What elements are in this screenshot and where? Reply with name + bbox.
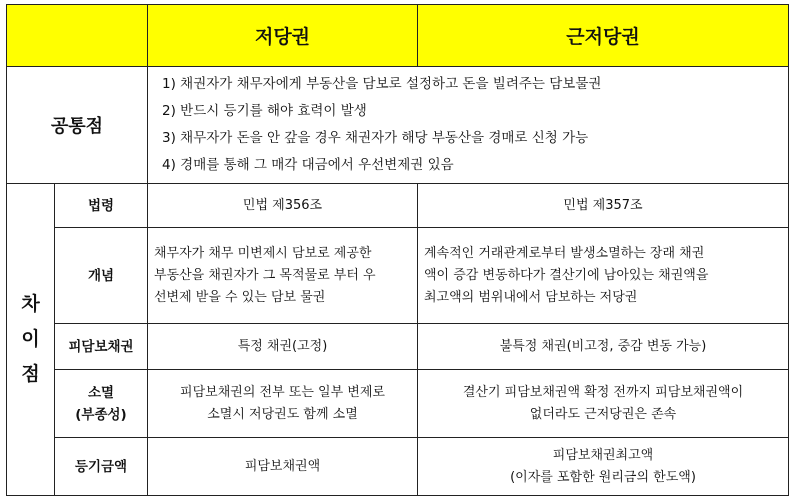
difference-label-char: 점 <box>21 363 40 385</box>
extinction-mortgage <box>148 370 418 438</box>
text-line: 결산기 피담보채권액 확정 전까지 피담보채권액이 <box>462 384 744 400</box>
header-corner-cell <box>7 5 148 67</box>
concept-mortgage <box>148 228 418 324</box>
text-line: 부동산을 채권자가 그 목적물로 부터 우 <box>154 267 376 283</box>
common-item: 4) 경매를 통해 그 매각 대금에서 우선변제권 있음 <box>162 157 454 173</box>
diff-row-registration-amount <box>7 438 789 496</box>
common-item: 2) 반드시 등기를 해야 효력이 발생 <box>162 103 367 119</box>
row-label-extinction <box>55 370 148 438</box>
concept-root-mortgage <box>418 228 789 324</box>
secured-claim-root-mortgage: 불특정 채권(비고정, 중감 변동 가능) <box>418 324 789 370</box>
diff-row-extinction <box>7 370 789 438</box>
common-row <box>7 67 789 184</box>
registration-amount-root-mortgage <box>418 438 789 496</box>
diff-row-secured-claim <box>7 324 789 370</box>
text-line: 최고액의 범위내에서 담보하는 저당권 <box>424 289 638 305</box>
label-line: 소멸 <box>87 384 115 401</box>
comparison-table <box>6 4 789 496</box>
row-label-registration-amount: 등기금액 <box>55 438 148 496</box>
common-list <box>148 67 789 184</box>
secured-claim-mortgage: 특정 채권(고정) <box>148 324 418 370</box>
diff-row-concept <box>7 228 789 324</box>
difference-label-char: 차 <box>21 293 40 315</box>
law-mortgage: 민법 제356조 <box>148 184 418 228</box>
label-line: (부종성) <box>75 406 127 423</box>
text-line: (이자를 포함한 원리금의 한도액) <box>510 469 696 485</box>
extinction-root-mortgage <box>418 370 789 438</box>
common-item: 1) 채권자가 채무자에게 부동산을 담보로 설정하고 돈을 빌려주는 담보물권 <box>162 76 602 92</box>
difference-label <box>7 184 55 496</box>
text-line: 계속적인 거래관계로부터 발생소멸하는 장래 채권 <box>424 245 705 261</box>
text-line: 액이 증감 변동하다가 결산기에 남아있는 채권액을 <box>424 267 709 283</box>
text-line: 선변제 받을 수 있는 담보 물권 <box>154 289 326 305</box>
header-mortgage: 저당권 <box>148 5 418 67</box>
law-root-mortgage: 민법 제357조 <box>418 184 789 228</box>
common-item: 3) 채무자가 돈을 안 갚을 경우 채권자가 해당 부동산을 경매로 신청 가능 <box>162 130 589 146</box>
text-line: 소멸시 저당권도 함께 소멸 <box>207 406 358 422</box>
row-label-concept: 개념 <box>55 228 148 324</box>
diff-row-law <box>7 184 789 228</box>
row-label-secured-claim: 피담보채권 <box>55 324 148 370</box>
common-label: 공통점 <box>7 67 148 184</box>
header-root-mortgage: 근저당권 <box>418 5 789 67</box>
row-label-law: 법령 <box>55 184 148 228</box>
text-line: 피담보채권최고액 <box>552 447 654 463</box>
text-line: 피담보채권의 전부 또는 일부 변제로 <box>180 384 385 400</box>
text-line: 채무자가 채무 미변제시 담보로 제공한 <box>154 245 372 261</box>
registration-amount-mortgage: 피담보채권액 <box>148 438 418 496</box>
difference-label-char: 이 <box>21 328 40 350</box>
header-row <box>7 5 789 67</box>
text-line: 없더라도 근저당권은 존속 <box>529 406 677 422</box>
